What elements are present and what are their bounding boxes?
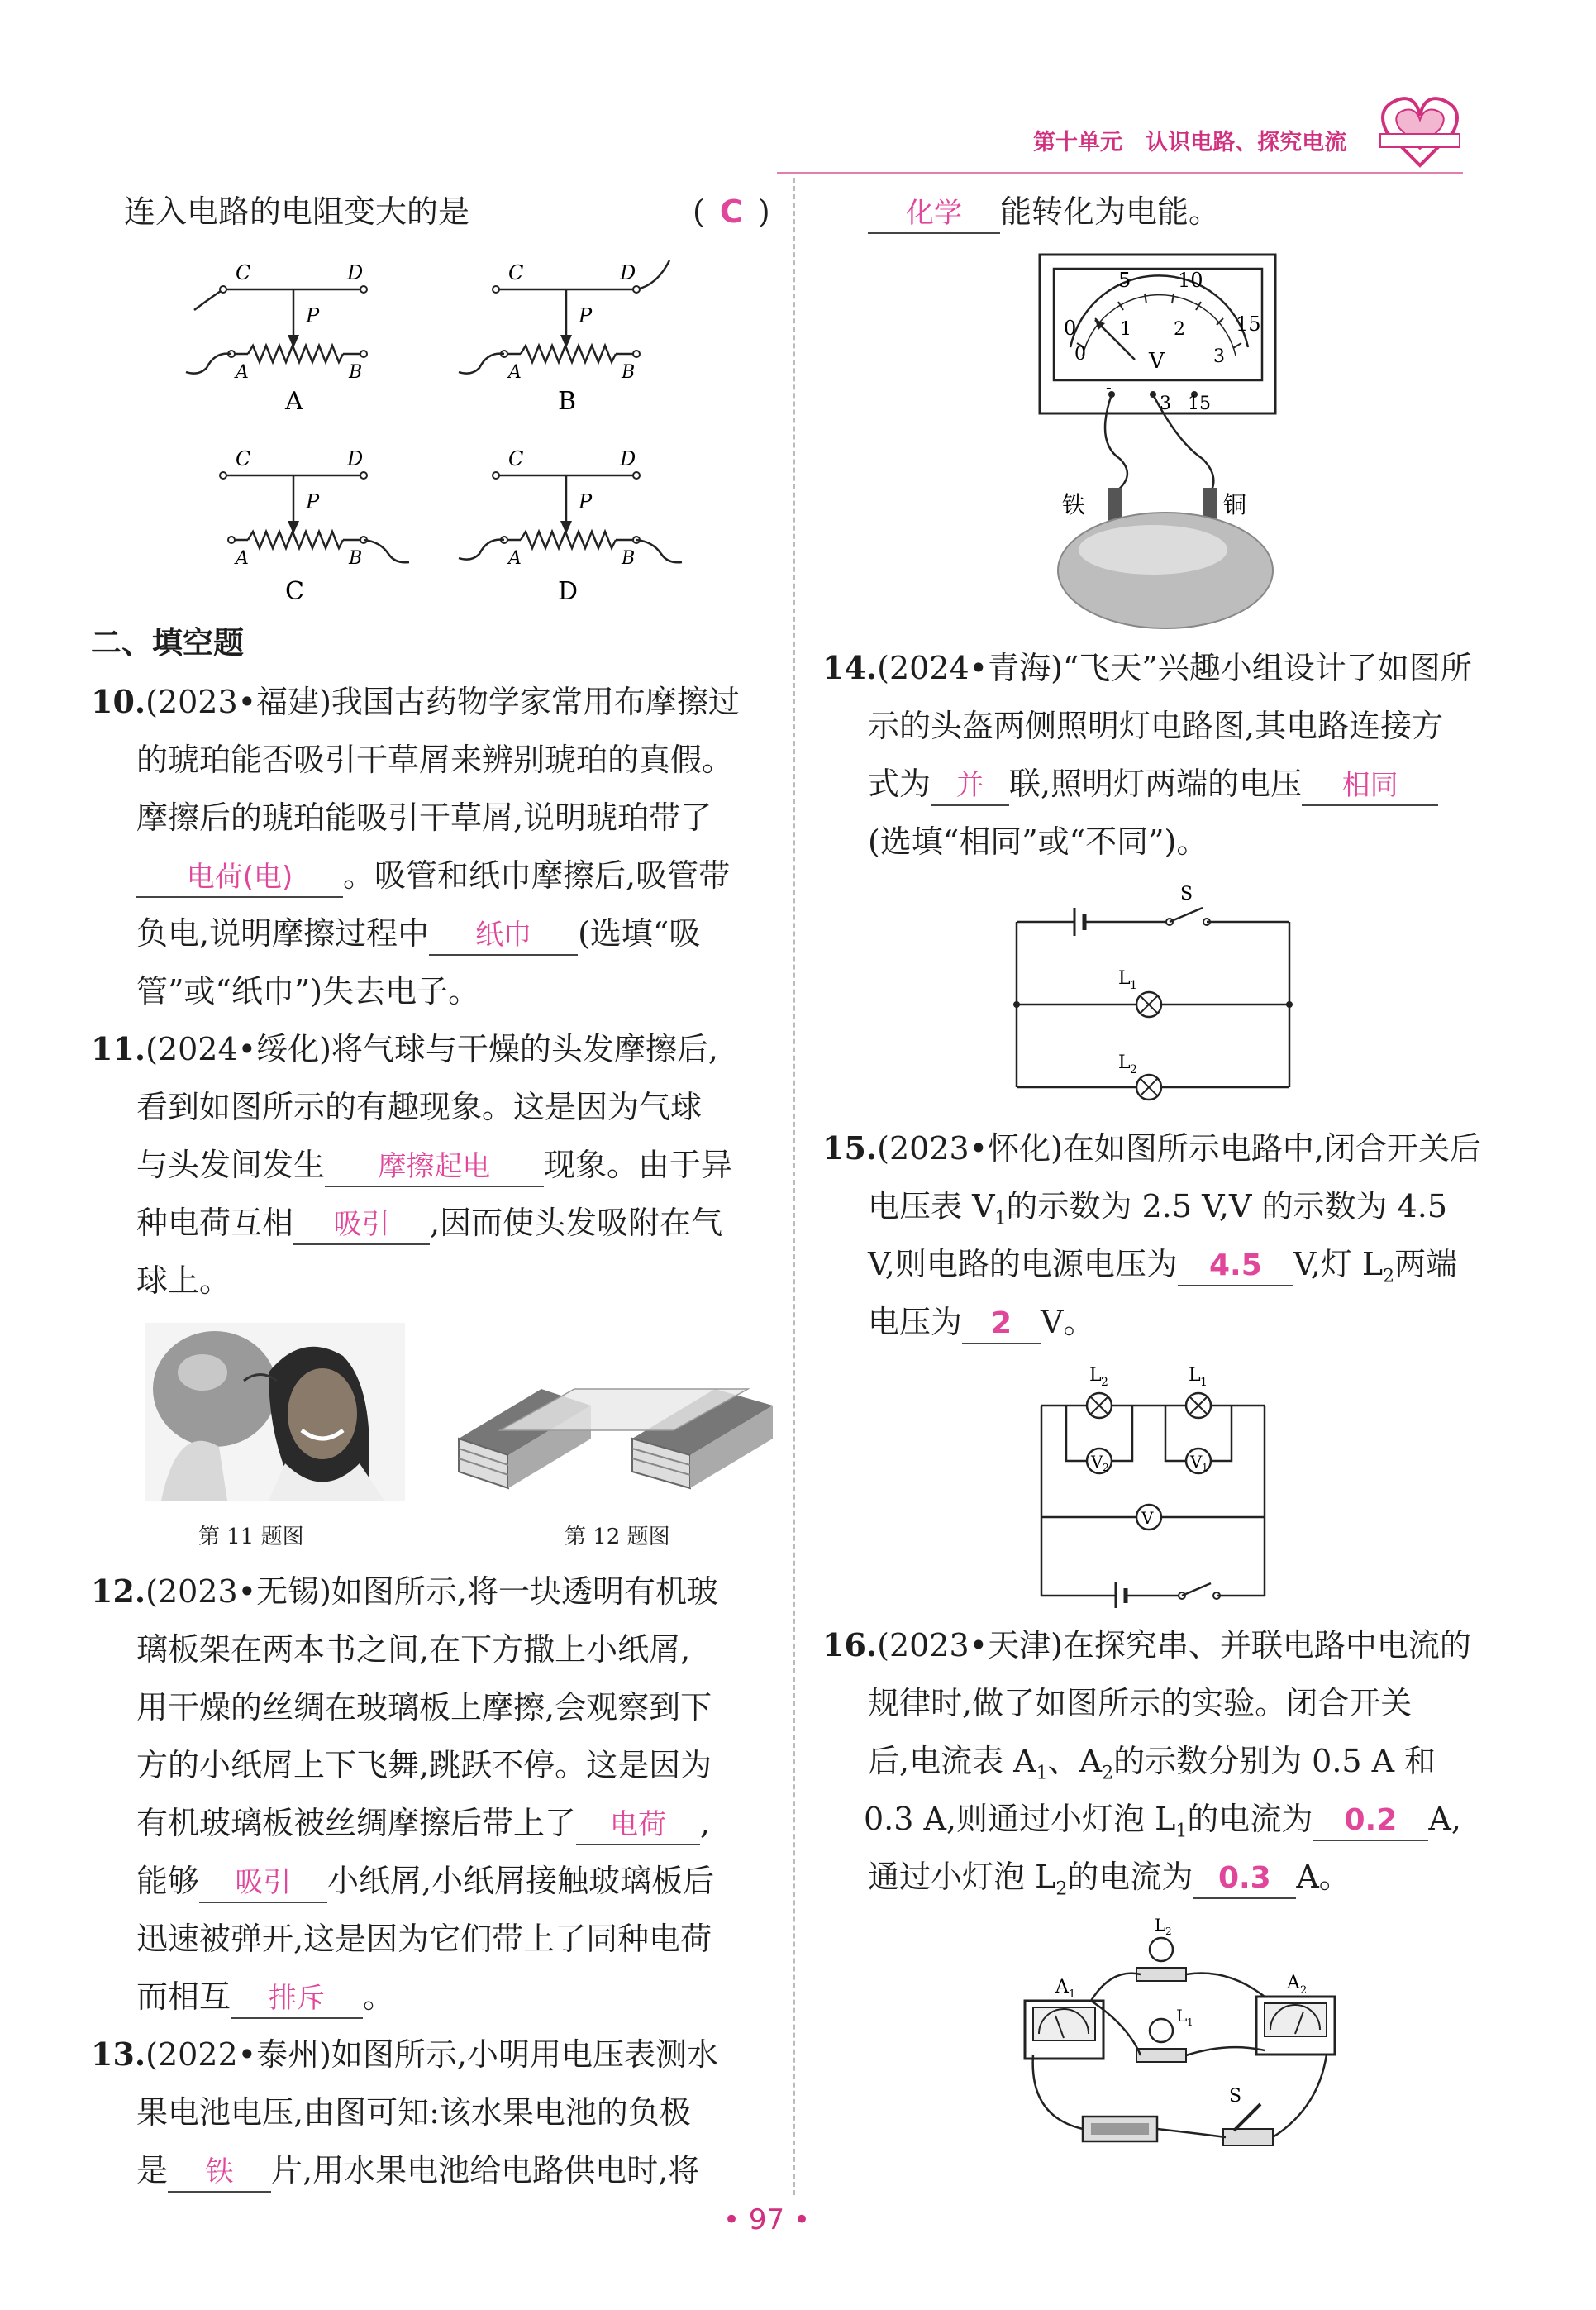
svg-text:B: B	[622, 548, 636, 569]
svg-text:L: L	[1176, 2006, 1188, 2026]
page-number: • 97 •	[723, 2203, 811, 2236]
svg-text:5: 5	[1118, 269, 1131, 292]
q13-line3: 是 铁 片,用水果电池给电路供电时,将	[136, 2151, 699, 2193]
q14-answer-1[interactable]: 并	[931, 766, 1009, 806]
q14-answer-2[interactable]: 相同	[1302, 766, 1438, 806]
svg-text:1: 1	[1130, 979, 1137, 992]
q10-line5: 负电,说明摩擦过程中 纸巾 (选填“吸	[136, 914, 700, 956]
svg-text:15: 15	[1188, 394, 1211, 414]
svg-text:2: 2	[1174, 319, 1185, 340]
q14-line3: 式为 并 联,照明灯两端的电压 相同	[868, 765, 1438, 806]
svg-text:V: V	[1141, 1508, 1154, 1528]
option-c-label: C	[285, 577, 304, 606]
terminal-d: D	[347, 261, 364, 284]
unit-topic: 认识电路、探究电流	[1146, 130, 1347, 155]
q10-line6: 管”或“纸巾”)失去电子。	[136, 973, 480, 1009]
q16-line1: 16.(2023•天津)在探究串、并联电路中电流的	[822, 1626, 1471, 1663]
q13-answer-2[interactable]: 化学	[868, 194, 1000, 234]
bulb-l1	[1136, 2006, 1193, 2062]
q9-answer-bracket: ( C )	[693, 193, 770, 230]
q11-line3: 与头发间发生 摩擦起电 现象。由于异	[136, 1146, 732, 1187]
terminal-c: C	[236, 261, 251, 284]
svg-text:L: L	[1118, 968, 1131, 989]
q14-line4: (选填“相同”或“不同”)。	[868, 823, 1208, 860]
svg-text:1: 1	[1202, 1462, 1208, 1473]
svg-text:0: 0	[1074, 344, 1086, 365]
svg-text:1: 1	[1120, 319, 1131, 340]
q13-answer-1[interactable]: 铁	[168, 2153, 271, 2193]
svg-text:2: 2	[1130, 1063, 1137, 1076]
rheostat-option-d	[459, 447, 682, 606]
q13-fruit-battery-figure	[1037, 252, 1285, 637]
rheostat-option-c	[220, 447, 409, 606]
option-d-label: D	[558, 577, 579, 606]
page-header	[1033, 124, 1346, 156]
svg-text:V: V	[1190, 1452, 1203, 1472]
q10-line2: 的琥珀能否吸引干草屑来辨别琥珀的真假。	[136, 742, 734, 778]
svg-text:L: L	[1118, 1052, 1131, 1073]
unit-label: 第十单元	[1033, 130, 1122, 155]
q12-number: 12.	[91, 1573, 146, 1610]
q9-stem-tail: 连入电路的电阻变大的是	[124, 193, 470, 230]
q10-answer-2[interactable]: 纸巾	[429, 916, 578, 956]
q16-answer-1[interactable]: 0.2	[1313, 1802, 1428, 1841]
svg-text:L: L	[1189, 1365, 1201, 1386]
ammeter-a2	[1256, 1973, 1335, 2055]
svg-text:-: -	[1106, 377, 1112, 397]
fig12-caption: 第 12 题图	[565, 1525, 670, 1549]
q16-ammeter-apparatus	[1012, 1918, 1343, 2166]
option-a-label: A	[285, 387, 303, 416]
q11-line4: 种电荷互相 吸引 ,因而使头发吸附在气	[136, 1204, 722, 1245]
svg-text:15: 15	[1236, 313, 1261, 336]
q11-line5: 球上。	[136, 1262, 231, 1299]
svg-text:L: L	[1089, 1365, 1102, 1386]
q14-number: 14.	[822, 649, 878, 686]
svg-text:A: A	[236, 362, 249, 383]
q16-line4: 0.3 A,则通过小灯泡 $L_1$的电流为 0.2 A,	[864, 1801, 1461, 1842]
q13-line1: 13.(2022•泰州)如图所示,小明用电压表测水	[91, 2036, 718, 2073]
svg-text:D: D	[347, 447, 364, 470]
bulb-l2	[1136, 1918, 1186, 1981]
battery-box	[1083, 2117, 1157, 2141]
page-number-value: 97	[748, 2203, 785, 2236]
svg-text:2: 2	[1103, 1462, 1109, 1473]
svg-text:P: P	[306, 490, 320, 513]
svg-text:S: S	[1180, 884, 1193, 904]
q13-line2: 果电池电压,由图可知:该水果电池的负极	[136, 2094, 691, 2131]
column-divider	[793, 178, 795, 2195]
q15-number: 15.	[822, 1129, 878, 1167]
q9-answer: C	[719, 193, 743, 230]
rheostat-option-b	[459, 260, 669, 416]
q11-answer-2[interactable]: 吸引	[293, 1205, 430, 1245]
q10-line1: 10.(2023•福建)我国古药物学家常用布摩擦过	[91, 683, 740, 720]
q13-line4: 化学 能转化为电能。	[868, 193, 1220, 234]
svg-text:1: 1	[1187, 2016, 1193, 2028]
q10-line4: 电荷(电) 。吸管和纸巾摩擦后,吸管带	[136, 857, 730, 898]
svg-text:C: C	[508, 447, 524, 470]
q16-answer-2[interactable]: 0.3	[1193, 1859, 1296, 1899]
svg-text:B: B	[349, 548, 363, 569]
svg-text:B: B	[622, 362, 636, 383]
q10-number: 10.	[91, 683, 146, 720]
q10-answer-1[interactable]: 电荷(电)	[136, 858, 343, 898]
q12-line8: 而相互 排斥 。	[136, 1978, 394, 2019]
q11-answer-1[interactable]: 摩擦起电	[325, 1148, 544, 1187]
svg-text:P: P	[579, 304, 593, 327]
svg-text:L: L	[1155, 1918, 1166, 1935]
header-rule	[777, 172, 1463, 174]
fig11-caption: 第 11 题图	[198, 1525, 304, 1549]
q15-answer-1[interactable]: 4.5	[1178, 1247, 1293, 1286]
q12-line7: 迅速被弹开,这是因为它们带上了同种电荷	[136, 1921, 712, 1957]
q15-line4: 电压为 2 V。	[868, 1303, 1094, 1344]
q9-rheostat-figures	[174, 252, 711, 616]
q12-answer-1[interactable]: 电荷	[576, 1806, 700, 1845]
q11-line1: 11.(2024•绥化)将气球与干燥的头发摩擦后,	[91, 1030, 718, 1067]
copper-label: 铜	[1223, 491, 1247, 518]
svg-text:A: A	[236, 548, 249, 569]
q11-balloon-photo	[145, 1323, 405, 1501]
q12-line2: 璃板架在两本书之间,在下方撒上小纸屑,	[136, 1631, 691, 1668]
q14-parallel-circuit	[1004, 876, 1318, 1108]
q12-line5: 有机玻璃板被丝绸摩擦后带上了 电荷 ,	[136, 1804, 710, 1845]
q15-line2: 电压表 $V_1$的示数为 2.5 V,V 的示数为 4.5	[868, 1188, 1448, 1229]
svg-text:1: 1	[1200, 1376, 1208, 1389]
q11-line2: 看到如图所示的有趣现象。这是因为气球	[136, 1089, 703, 1125]
svg-text:3: 3	[1160, 394, 1171, 414]
iron-label: 铁	[1062, 491, 1086, 518]
rheostat-option-a	[186, 261, 367, 416]
svg-text:V: V	[1149, 349, 1165, 374]
section-title: 二、填空题	[91, 625, 244, 661]
q10-line3: 摩擦后的琥珀能吸引干草屑,说明琥珀带了	[136, 799, 712, 836]
svg-text:A: A	[508, 548, 522, 569]
q15-line3: V,则电路的电源电压为 4.5 V,灯 $L_2$两端	[868, 1246, 1458, 1287]
svg-text:A: A	[1287, 1973, 1300, 1993]
option-b-label: B	[558, 387, 577, 416]
q15-series-voltmeter-circuit	[1033, 1360, 1281, 1608]
svg-text:2: 2	[1300, 1984, 1308, 1997]
q12-books-photo	[450, 1372, 781, 1496]
ammeter-a1	[1025, 1977, 1103, 2059]
svg-text:D: D	[620, 447, 636, 470]
q14-line1: 14.(2024•青海)“飞天”兴趣小组设计了如图所	[822, 649, 1472, 686]
svg-text:S: S	[1229, 2086, 1242, 2107]
q13-number: 13.	[91, 2036, 146, 2073]
q14-line2: 示的头盔两侧照明灯电路图,其电路连接方	[868, 708, 1444, 744]
svg-text:V: V	[1091, 1452, 1103, 1472]
q15-answer-2[interactable]: 2	[962, 1305, 1041, 1344]
q16-line2: 规律时,做了如图所示的实验。闭合开关	[868, 1685, 1413, 1721]
q12-line6: 能够 吸引 小纸屑,小纸屑接触玻璃板后	[136, 1862, 714, 1903]
svg-text:1: 1	[1069, 1988, 1076, 2001]
svg-text:3: 3	[1213, 346, 1225, 367]
svg-text:0: 0	[1064, 317, 1077, 340]
switch-s	[1223, 2086, 1273, 2145]
q12-answer-2[interactable]: 吸引	[199, 1864, 327, 1903]
q16-line5: 通过小灯泡 $L_2$的电流为 0.3 A。	[868, 1859, 1351, 1900]
heart-emblem-icon	[1379, 83, 1461, 174]
svg-text:2: 2	[1101, 1376, 1108, 1389]
q11-number: 11.	[91, 1030, 146, 1067]
q12-line1: 12.(2023•无锡)如图所示,将一块透明有机玻	[91, 1573, 718, 1610]
q16-line3: 后,电流表 $A_1$、$A_2$的示数分别为 0.5 A 和	[868, 1743, 1436, 1784]
svg-text:P: P	[579, 490, 593, 513]
q15-line1: 15.(2023•怀化)在如图所示电路中,闭合开关后	[822, 1129, 1481, 1167]
q12-line3: 用干燥的丝绸在玻璃板上摩擦,会观察到下	[136, 1689, 712, 1725]
svg-text:B: B	[349, 362, 363, 383]
svg-text:C: C	[508, 261, 524, 284]
svg-text:D: D	[620, 261, 636, 284]
svg-text:P: P	[306, 304, 320, 327]
svg-text:A: A	[508, 362, 522, 383]
q16-number: 16.	[822, 1626, 878, 1663]
svg-text:C: C	[236, 447, 251, 470]
svg-text:A: A	[1055, 1977, 1069, 1997]
svg-text:10: 10	[1178, 269, 1203, 292]
q12-answer-3[interactable]: 排斥	[231, 1979, 363, 2019]
svg-text:2: 2	[1165, 1926, 1172, 1937]
q12-line4: 方的小纸屑上下飞舞,跳跃不停。这是因为	[136, 1747, 712, 1783]
